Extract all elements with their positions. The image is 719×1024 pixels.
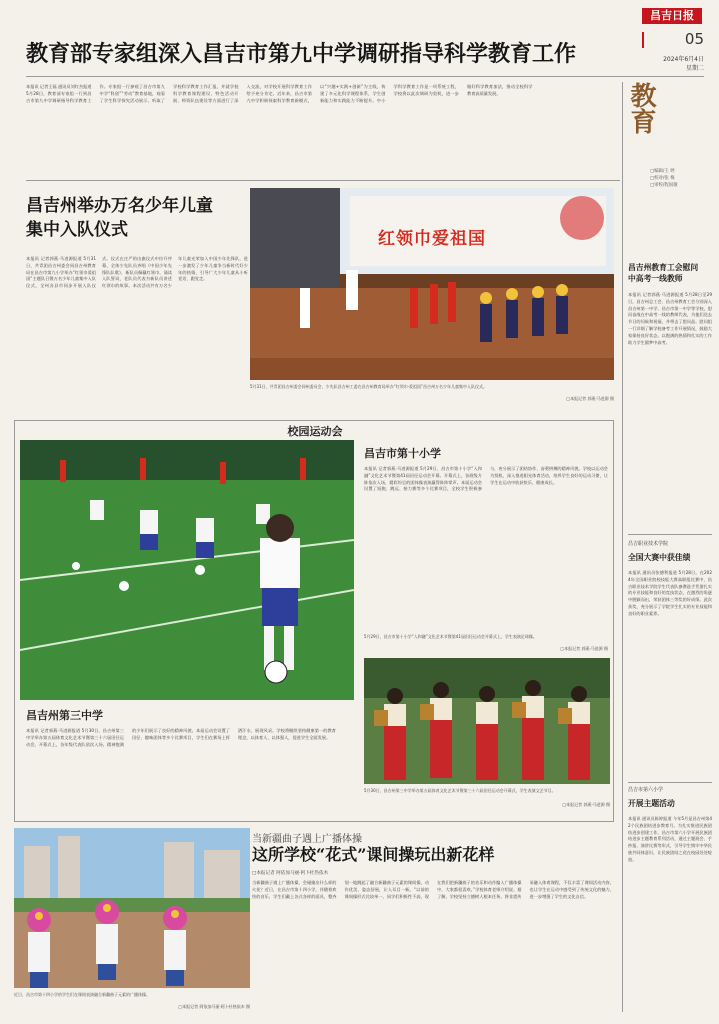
ceremony-body: 本报讯 记者郭燕·马进源报道 5月31日，共青团昌吉州委会同昌吉州教育局在昌吉市第九小学举办“红领巾爱祖国”主题队日暨万名少年儿童集中入队仪式，全州各县市同步开展入队仪式。仪式在庄严的出旗仪式中拉开序幕，全体少先队员齐唱《中国少年先锋队队歌》，新队员佩戴红领巾、诵读入队誓词，老队员代表为新队员讲述红领巾的故事。本次活动共有万名少年儿童光荣加入中国少年先锋队，进一步激发了少年儿童争当新时代好少年的热情，引导广大少年儿童从小听党话、跟党走。 bbox=[26, 256, 248, 289]
lead-rule bbox=[26, 76, 704, 77]
ceremony-headline bbox=[26, 194, 250, 242]
sports-performance-photo bbox=[364, 658, 610, 784]
bottom-photo-credit: □本报记者 阿依加马丽·阿卜杜热依木 摄 bbox=[178, 1004, 250, 1009]
right-story3-body: 本报讯 通讯员陈婷报道 今年5月是昌吉州第42个民族团结进步教育月。为扎实推进民族团结进步创建工作，昌吉市第六小学开展民族团结进步主题教育系列活动，通过主题班会、手抄报、演讲比赛等形式，引导学生铸牢中华民族共同体意识，让民族团结之花在校园处处绽放。 bbox=[628, 816, 712, 862]
sports-performance-scene bbox=[364, 658, 610, 784]
lead-bottom-rule bbox=[26, 180, 620, 181]
right-story2-headline: 全国大赛中获佳绩 bbox=[628, 553, 691, 562]
masthead-logo: 昌吉日报 bbox=[642, 8, 702, 24]
ceremony-banner: 红领巾爱祖国 bbox=[378, 229, 486, 249]
bottom-headline: 这所学校“花式”课间操玩出新花样 bbox=[252, 845, 495, 864]
school10-credit: □本报记者 郭燕·马进源 摄 bbox=[560, 646, 608, 651]
ceremony-headline-line1: 昌吉州举办万名少年儿童 bbox=[26, 196, 213, 216]
page-number: 05 bbox=[684, 30, 704, 48]
school3-credit: □本报记者 郭燕·马进源 摄 bbox=[562, 802, 610, 807]
right-story1-headline bbox=[628, 262, 712, 284]
school3-caption: 5月30日，昌吉州第三中学举办第五届体育文化艺术节暨第三十六届田径运动会开幕式，学生表演文艺节目。 bbox=[364, 788, 556, 793]
bottom-kicker: 当新疆曲子遇上广播体操 bbox=[252, 834, 362, 845]
ceremony-headline-line2: 集中入队仪式 bbox=[26, 220, 128, 240]
right-story3-headline: 开展主题活动 bbox=[628, 799, 675, 808]
bottom-byline: □本报记者 阿依加马丽·阿卜杜热依木 bbox=[252, 871, 329, 876]
school10-caption: 5月29日，昌吉市第十小学“入和融”文化艺术节暨第41届田径运动会开幕式上，学生表演足球操。 bbox=[364, 634, 537, 639]
edu-column bbox=[628, 82, 708, 192]
school10-headline: 昌吉市第十小学 bbox=[364, 447, 441, 460]
right-rule-2 bbox=[628, 782, 712, 783]
school3-body: 本报讯 记者郭燕·马进源报道 5月30日，昌吉州第三中学举办第五届体育文化艺术节暨第三十六届田径运动会。开幕式上，各年级代表队依次入场，精神饱满的少年们展示了良好的精神风貌。本届运动会设置了田径、趣味团体等多个比赛项目，学生们在赛场上挥洒汗水、展现风采。学校将继续坚持健康第一的教育理念，以体育人、以体强人，促进学生全面发展。 bbox=[26, 728, 336, 747]
bottom-photo-caption: 近日，昌吉市第十四小学的学生们在课间表演融合新疆曲子元素的广播体操。 bbox=[14, 992, 150, 997]
right-column-rule bbox=[622, 82, 623, 1012]
lead-body: 本报讯 记者王磊 通讯员刘红杰报道 5月28日，教育部专家组一行到昌吉市第九中学调研指导科学教育工作。专家组一行参观了昌吉市第九中学“科创”“劳动”教育基地，观看了学生科学探究活动展示，听取了学校科学教育工作汇报，并就学校科学教育课程建设、特色活动开展、师资队伍建设等方面进行了深入交流，对学校开展科学教育工作给予充分肯定。近年来，昌吉市第九中学积极探索科学教育新模式，以“兴趣+实践+创新”为主线，构建了多元化科学课程体系，学生创新能力和实践能力不断提升。中小学科学教育工作是一项系统工程，学校将以此次调研为契机，进一步做好科学教育加法，推动全校科学教育高质量发展。 bbox=[26, 84, 533, 103]
ceremony-credit: □本报记者 郭燕·马进源 摄 bbox=[566, 396, 614, 401]
right-story1-headline-line2: 中高考一线教师 bbox=[628, 274, 683, 283]
page-number-rule bbox=[642, 32, 644, 48]
edu-title: 教育 bbox=[626, 82, 656, 134]
issue-weekday: 星期二 bbox=[685, 65, 704, 72]
ceremony-photo-scene bbox=[250, 188, 614, 380]
bottom-photo-scene bbox=[14, 828, 250, 988]
sports-section-title: 校园运动会 bbox=[287, 425, 343, 438]
right-story2-body: 本报讯 通讯员张德利报道 5月28日，在2024年全国职业院校技能大赛高职组比赛中，昌吉职业技术学院学生代表队参赛选手凭借扎实的专业技能和良好的竞技状态，在激烈的角逐中脱颖而出，荣获团体三等奖的好成绩。此次获奖，充分展示了学院学生扎实的专业技能和良好的职业素养。 bbox=[628, 570, 712, 616]
school10-body: 本报讯 记者郭燕·马进源报道 5月29日，昌吉市第十小学“入和融”文化艺术节暨第41届田径运动会开幕。开幕式上，各班级方阵依次入场，精彩纷呈的团体操表演赢得阵阵掌声。本届运动会设置了短跑、跳远、接力赛等多个比赛项目，全校学生积极参与，充分展示了团结协作、奋勇拼搏的精神风貌。学校以运动会为契机，深入推进阳光体育活动，培养学生良好的运动习惯，让学生在运动中收获快乐、健康成长。 bbox=[364, 466, 608, 492]
right-story1-body: 本报讯 记者郭燕·马进源报道 5月28日至29日，昌吉州总工会、昌吉州教育工会分别深入昌吉州第一中学、昌吉市第一中学等学校，慰问奋战在中高考一线的教师代表，为他们送去节日的问候和祝福，并带去了慰问品。慰问组一行详细了解学校备考工作开展情况，鼓励大家保持良好状态，以饱满的热情和扎实的工作助力学生圆梦中高考。 bbox=[628, 292, 712, 345]
sports-football-photo bbox=[20, 440, 354, 700]
bottom-body: 当新疆曲子遇上广播体操，会碰撞出什么样的火花？近日，在昌吉市第十四小学，伴随着欢快的音乐，学生们戴上各式各样的面具，整齐划一地跳起了融合新疆曲子元素的课间操，动作优美、姿态舒展，让人耳目一新。“以前的课间操形式比较单一，同学们积极性不高，现在我们把新疆曲子的音乐和动作编入广播体操中，大家都很喜欢。”学校体育老师介绍说。据了解，学校坚持立德树人根本任务，将非遗传承融入体育课程，不仅丰富了课间活动内容，也让学生在运动中感受到了传统文化的魅力，进一步增强了学生的文化自信。 bbox=[252, 880, 614, 899]
edu-layout: □校对/张 梅 bbox=[650, 176, 675, 181]
right-story1-headline-line1: 昌吉州教育工会慰问 bbox=[628, 263, 699, 272]
sports-football-scene bbox=[20, 440, 354, 700]
ceremony-caption: 5月31日，共青团昌吉州委会同州委员会，少先队昌吉州工委在昌吉州教育局举办“红领巾·爱祖国”昌吉州万名少年儿童集中入队仪式。 bbox=[250, 384, 488, 389]
ceremony-photo bbox=[250, 188, 614, 380]
lead-headline: 教育部专家组深入昌吉市第九中学调研指导科学教育工作 bbox=[26, 41, 577, 67]
school3-headline: 昌吉州第三中学 bbox=[26, 709, 103, 722]
issue-date: 2024年6月4日 bbox=[663, 56, 704, 63]
right-story2-kicker: 昌吉职业技术学院 bbox=[628, 541, 669, 547]
right-rule-1 bbox=[628, 534, 712, 535]
edu-review: □审校/程国敏 bbox=[650, 183, 678, 188]
edu-editor: □编辑/王 婷 bbox=[650, 169, 675, 174]
right-story3-kicker: 昌吉市第六小学 bbox=[628, 787, 664, 793]
bottom-photo bbox=[14, 828, 250, 988]
